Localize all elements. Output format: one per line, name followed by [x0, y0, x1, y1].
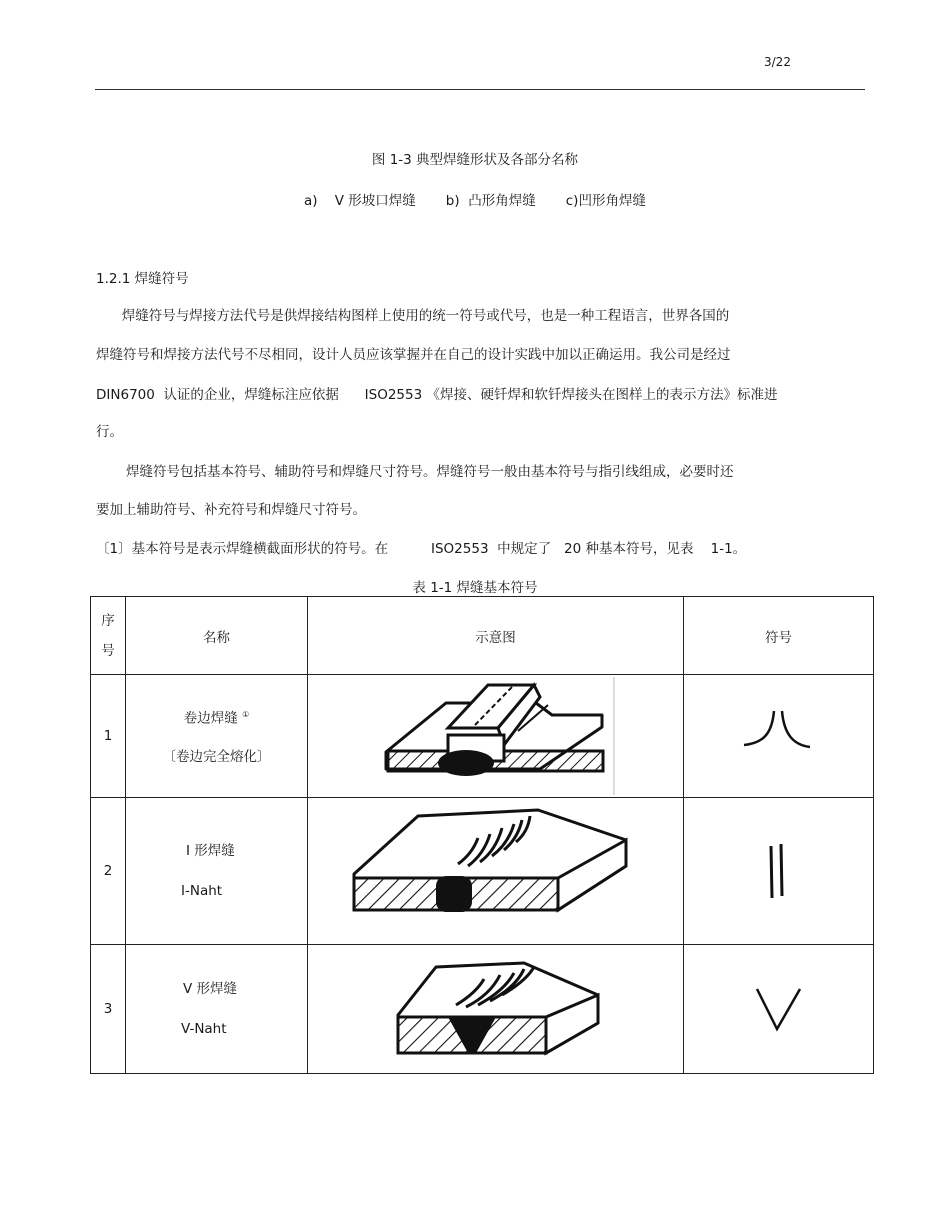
- paragraph-line: DIN6700 认证的企业，焊缝标注应依据 ISO2553 《焊接、硬钎焊和软钎焊接头在图样上的表示方法》标准进: [96, 387, 778, 403]
- row-name-cn-text: 卷边焊缝: [183, 710, 238, 727]
- row-diagram: [308, 798, 684, 945]
- weld-symbol-table: [90, 596, 874, 1074]
- row-name-alt: 〔卷边完全熔化〕: [162, 748, 271, 765]
- row-symbol: [684, 798, 874, 945]
- i-weld-diagram-icon: [308, 798, 684, 944]
- figure-caption: 图 1-3 典型焊缝形状及各部分名称: [371, 152, 579, 168]
- table-row: [91, 798, 874, 945]
- paragraph-line: 焊缝符号和焊接方法代号不尽相同，设计人员应该掌握并在自己的设计实践中加以正确运用。我公司是经过: [96, 347, 731, 363]
- table-row: [91, 675, 874, 798]
- row-symbol: [684, 945, 874, 1074]
- row-seq: 2: [91, 798, 126, 945]
- row-diagram: [308, 675, 684, 798]
- paragraph-line: 焊缝符号包括基本符号、辅助符号和焊缝尺寸符号。焊缝符号一般由基本符号与指引线组成，必要时还: [96, 464, 734, 480]
- i-weld-symbol-icon: [684, 798, 874, 944]
- table-row: [91, 945, 874, 1074]
- figure-subcaption: a) V 形坡口焊缝 b) 凸形角焊缝 c)凹形角焊缝: [304, 193, 646, 209]
- row-name: [126, 798, 308, 945]
- flanged-weld-symbol-icon: [684, 675, 874, 797]
- paragraph-line: 〔1〕基本符号是表示焊缝横截面形状的符号。在 ISO2553 中规定了 20 种基本符号，见表 1-1。: [96, 541, 747, 557]
- row-name-cn: V 形焊缝: [183, 981, 238, 997]
- flanged-weld-diagram-icon: [308, 675, 684, 797]
- table-header-row: [91, 597, 874, 675]
- row-name-alt: I-Naht: [181, 883, 223, 899]
- row-name-alt: V-Naht: [181, 1021, 227, 1037]
- v-weld-symbol-icon: [684, 945, 874, 1073]
- v-weld-diagram-icon: [308, 945, 684, 1073]
- header-rule: [95, 89, 865, 90]
- header-name: 名称: [126, 597, 308, 675]
- row-name-cn: [126, 696, 307, 738]
- section-heading: 1.2.1 焊缝符号: [96, 271, 189, 287]
- header-symbol: 符号: [684, 597, 874, 675]
- row-name-cn: I 形焊缝: [186, 843, 235, 859]
- row-diagram: [308, 945, 684, 1074]
- paragraph-line: 要加上辅助符号、补充符号和焊缝尺寸符号。: [96, 502, 366, 518]
- paragraph-line: 行。: [96, 424, 123, 440]
- header-diagram: 示意图: [308, 597, 684, 675]
- header-seq-top: 序: [101, 612, 115, 629]
- paragraph-line: 焊缝符号与焊接方法代号是供焊接结构图样上使用的统一符号或代号，也是一种工程语言，世界各国的: [96, 308, 730, 324]
- row-seq: 3: [91, 945, 126, 1074]
- row-name: [126, 675, 308, 798]
- row-symbol: [684, 675, 874, 798]
- footnote-mark: ①: [242, 710, 250, 720]
- row-name: [126, 945, 308, 1074]
- page-number: 3/22: [764, 55, 791, 69]
- header-seq: [91, 597, 126, 675]
- header-seq-bottom: 号: [101, 642, 115, 659]
- table-title: 表 1-1 焊缝基本符号: [412, 580, 538, 596]
- row-seq: 1: [91, 675, 126, 798]
